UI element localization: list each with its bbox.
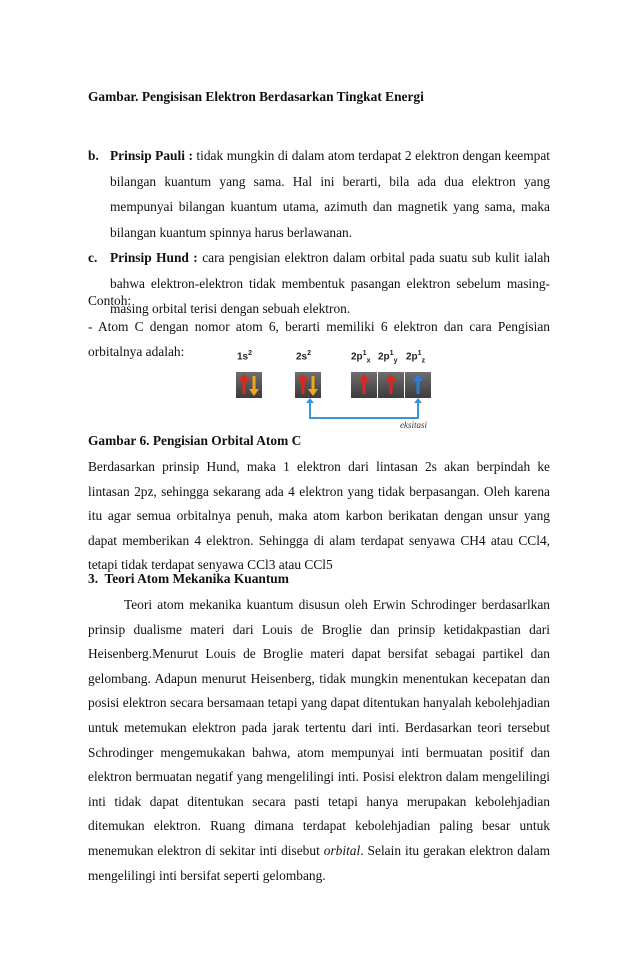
orbital-label-1s: $1s^2$	[237, 350, 253, 363]
excitation-label: eksitasi	[400, 420, 427, 430]
pauli-principle	[88, 143, 550, 245]
list-marker-b: b.	[88, 148, 99, 163]
figure-caption-energy: Gambar. Pengisisan Elektron Berdasarkan Tingkat Energi	[88, 89, 424, 104]
hund-explanation-paragraph: Berdasarkan prinsip Hund, maka 1 elektron dari lintasan 2s akan berpindah ke lintasan 2pz, sehingga sekarang ada 4 elektron yang tidak berpasangan. Oleh karena itu agar semua orbitalnya penuh, maka atom karbon berikatan dengan unsur yang dapat memberikan 4 elektron. Sehingga di alam terdapat senyawa CH4 atau CCl4, tetapi tidak terdapat senyawa CCl3 atau CCl5	[88, 459, 550, 572]
list-marker-c: c.	[88, 250, 98, 265]
arrow-down-icon	[249, 376, 259, 396]
section-number: 3.	[88, 571, 99, 586]
orbital-label-2pz: $2p^1_z$	[406, 350, 426, 365]
orbital-term: orbital	[323, 842, 361, 858]
arrow-up-icon	[239, 374, 249, 394]
figure6-caption: Gambar 6. Pengisian Orbital Atom C	[88, 433, 302, 448]
excitation-connector	[306, 398, 422, 418]
quantum-theory-paragraph: Teori atom mekanika kuantum disusun oleh Erwin Schrodinger berdasarlkan prinsip dualisme materi dari Louis de Broglie dan prinsip ketidakpastian dari Heisenberg.Menurut Louis de Broglie materi dapat bersifat sebagai partikel dan gelombang. Adapun menurut Heisenberg, tidak mungkin menentukan kecepatan dan posisi elektron secara bersamaan tetapi yang dapat ditentukan hanyalah kebolehjadian untuk metemukan elektron pada jarak tertentu dari inti. Berdasarkan teori tersebut Schrodinger mengemukakan bahwa, atom mempunyai inti bermuatan positif dan elektron bermuatan negatif yang mengelilingi inti. Posisi elektron dalam mengelilingi inti tidak dapat ditentukan secara pasti tetapi hanya merupakan kebolehjadian ditemukan elektron. Ruang dimana terdapat kebolehjadian paling besar untuk menemukan elektron di sekitar inti disebut orbital. Selain itu gerakan elektron dalam mengelilingi inti bersifat seperti gelombang.	[88, 597, 550, 883]
section-title: Teori Atom Mekanika Kuantum	[104, 571, 289, 586]
section-3-heading	[88, 571, 289, 587]
hund-title: Prinsip Hund :	[110, 250, 198, 265]
orbital-label-2px: $2p^1_x$	[351, 350, 371, 365]
arrow-up-icon	[359, 374, 369, 394]
arrow-up-icon	[413, 374, 423, 394]
orbital-label-2py: $2p^1_y$	[378, 350, 398, 365]
arrow-down-icon	[308, 376, 318, 396]
pauli-title: Prinsip Pauli :	[110, 148, 193, 163]
arrow-up-icon	[386, 374, 396, 394]
orbital-label-2s: $2s^2$	[296, 350, 312, 363]
arrow-up-icon	[298, 374, 308, 394]
example-text: - Atom C dengan nomor atom 6, berarti memiliki 6 elektron dan cara Pengisian orbitalnya adalah:	[88, 318, 550, 359]
orbital-arrows	[228, 346, 510, 432]
example-label: Contoh:	[88, 293, 132, 308]
carbon-orbital-diagram	[228, 346, 510, 432]
hund-text: cara pengisian elektron dalam orbital pada suatu sub kulit ialah bahwa elektron-elektron tidak membentuk pasangan elektron sebelum masing-masing orbital terisi dengan sebuah elektron.	[110, 250, 550, 316]
pauli-text: tidak mungkin di dalam atom terdapat 2 elektron dengan keempat bilangan kuantum yang sama. Hal ini berarti, bila ada dua elektron yang mempunyai bilangan kuantum utama, azimuth dan magnetik yang sama, maka bilangan kuantum spinnya harus berlawanan.	[110, 148, 550, 240]
